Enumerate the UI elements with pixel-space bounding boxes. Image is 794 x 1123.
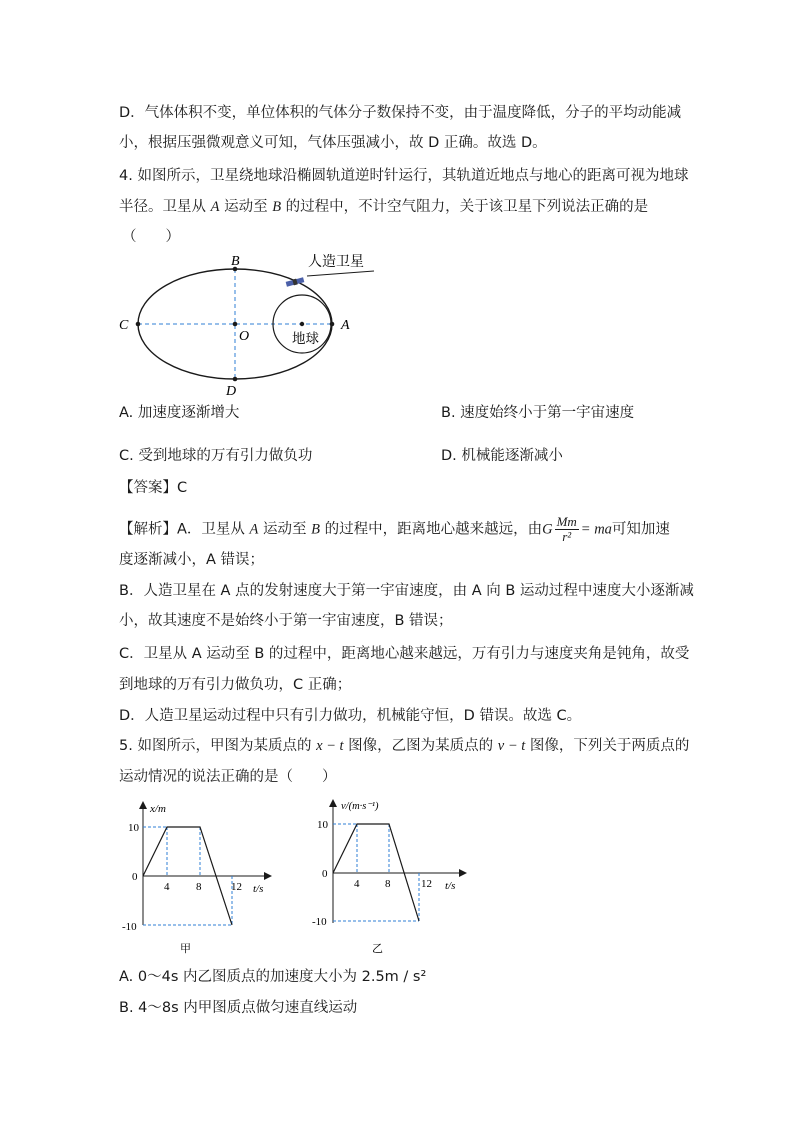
q4-option-a: A. 加速度逐渐增大 (119, 405, 240, 421)
yi-caption: 乙 (372, 943, 383, 955)
jia-ytick-neg10: -10 (122, 921, 137, 933)
q4-answer: 【答案】C (119, 480, 188, 496)
jia-ylabel: x/m (150, 803, 166, 815)
jia-ytick-0: 0 (132, 871, 138, 883)
q5-stem-line1: 5. 如图所示，甲图为某质点的 x − t 图像，乙图为某质点的 v − t 图像，下列关于两质点的 (119, 738, 690, 754)
q4-stem-line1: 4. 如图所示，卫星绕地球沿椭圆轨道逆时针运行，其轨道近地点与地心的距离可视为地球 (119, 168, 689, 184)
yi-ytick-10: 10 (317, 819, 328, 831)
jia-xtick-4: 4 (164, 881, 170, 893)
jia-ytick-10: 10 (128, 822, 139, 834)
graph-jia-xt (115, 800, 275, 960)
q4-analysis-b-line1: B．人造卫星在 A 点的发射速度大于第一宇宙速度，由 A 向 B 运动过程中速度大小逐渐减 (119, 583, 694, 599)
yi-ylabel: v/(m·s⁻¹) (341, 801, 379, 812)
q4-option-c: C. 受到地球的万有引力做负功 (119, 448, 313, 464)
yi-ytick-0: 0 (322, 868, 328, 880)
q4-stem-line2: 半径。卫星从 A 运动至 B 的过程中，不计空气阻力，关于该卫星下列说法正确的是 (119, 199, 649, 215)
q4-analysis-c-line2: 到地球的万有引力做负功，C 正确； (119, 677, 352, 693)
q4-analysis-a-line2: 度逐渐减小，A 错误； (119, 552, 265, 568)
orbit-figure (112, 250, 382, 400)
q4-option-b: B. 速度始终小于第一宇宙速度 (441, 405, 635, 421)
q4-analysis-a-line1: 【解析】A．卫星从 A 运动至 B 的过程中，距离地心越来越远，由G $\frac{Mm}{\text{r²}}$ = ma可知加速 (119, 514, 670, 544)
jia-xtick-12: 12 (231, 881, 242, 893)
q5-option-b: B. 4～8s 内甲图质点做匀速直线运动 (119, 1000, 358, 1016)
q5-option-a: A. 0～4s 内乙图质点的加速度大小为 2.5m / s² (119, 969, 427, 985)
q4-analysis-b-line2: 小，故其速度不是始终小于第一宇宙速度，B 错误； (119, 613, 453, 629)
q5-stem-line2: 运动情况的说法正确的是（ ） (119, 769, 337, 785)
q3-option-d-line2: 小，根据压强微观意义可知，气体压强减小，故 D 正确。故选 D。 (119, 135, 547, 151)
yi-xtick-4: 4 (354, 878, 360, 890)
jia-caption: 甲 (180, 943, 191, 955)
yi-xtick-8: 8 (385, 878, 391, 890)
q4-option-d: D. 机械能逐渐减小 (441, 448, 563, 464)
earth-label: 地球 (292, 331, 319, 346)
q4-analysis-d-line1: D．人造卫星运动过程中只有引力做功，机械能守恒，D 错误。故选 C。 (119, 708, 582, 724)
jia-xtick-8: 8 (196, 881, 202, 893)
yi-ytick-neg10: -10 (312, 916, 327, 928)
q4-answer-bracket: （ ） (122, 229, 180, 245)
jia-xlabel: t/s (253, 883, 264, 895)
label-A: A (341, 318, 350, 333)
yi-xlabel: t/s (445, 880, 456, 892)
graph-yi-vt (305, 795, 475, 960)
label-C: C (119, 318, 129, 333)
label-B: B (231, 254, 240, 269)
label-D: D (226, 384, 237, 399)
label-O: O (239, 329, 250, 344)
gravitation-fraction: $\frac{Mm}{\text{r²}}$ (556, 514, 577, 544)
yi-xtick-12: 12 (421, 878, 432, 890)
q4-analysis-c-line1: C．卫星从 A 运动至 B 的过程中，距离地心越来越远，万有引力与速度夹角是钝角，故受 (119, 646, 690, 662)
satellite-label: 人造卫星 (308, 255, 364, 270)
q3-option-d-line1: D．气体体积不变，单位体积的气体分子数保持不变，由于温度降低，分子的平均动能减 (119, 105, 682, 121)
satellite-leader-line (307, 271, 374, 276)
